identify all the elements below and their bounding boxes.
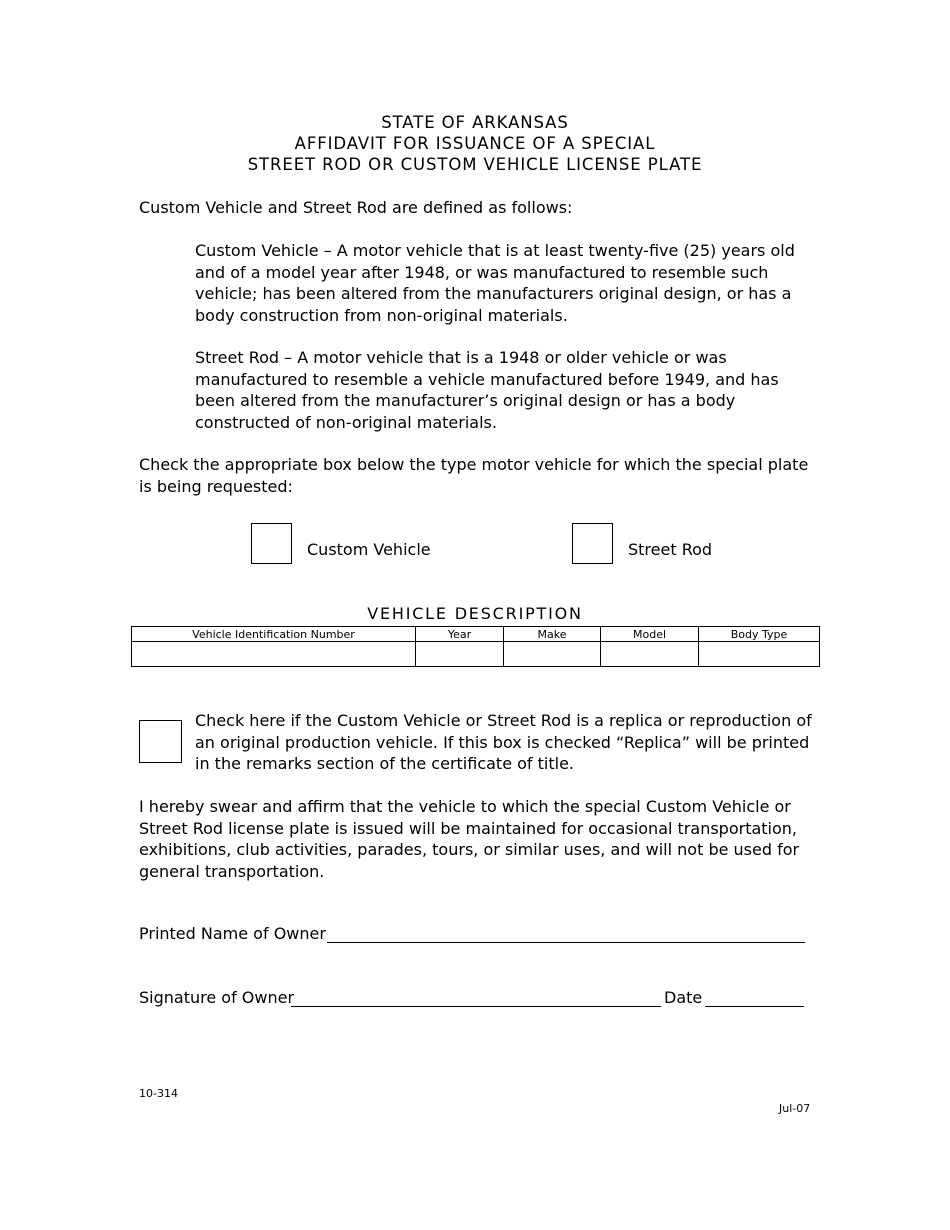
printed-name-label: Printed Name of Owner xyxy=(139,924,326,943)
date-label: Date xyxy=(664,988,703,1007)
table-header-row xyxy=(132,627,820,642)
body-type-cell xyxy=(699,642,820,667)
year-cell xyxy=(416,642,504,667)
column-model: Model xyxy=(601,627,699,642)
street-rod-checkbox[interactable] xyxy=(572,523,613,564)
replica-text: Check here if the Custom Vehicle or Street Rod is a replica or reproduction of an original production vehicle. If this box is checked “Replica” will be printed in the remarks section of the certificate of title. xyxy=(195,711,812,773)
vin-input[interactable] xyxy=(132,642,415,666)
header-affidavit: AFFIDAVIT FOR ISSUANCE OF A SPECIAL xyxy=(294,134,656,153)
form-number: 10-314 xyxy=(139,1087,178,1100)
date-field[interactable] xyxy=(705,1006,804,1007)
vehicle-description-title: VEHICLE DESCRIPTION xyxy=(367,604,583,623)
signature-label: Signature of Owner xyxy=(139,988,295,1007)
custom-vehicle-label: Custom Vehicle xyxy=(307,540,431,559)
vin-cell xyxy=(132,642,416,667)
header-state: STATE OF ARKANSAS xyxy=(381,113,569,132)
year-input[interactable] xyxy=(416,642,503,666)
column-vin: Vehicle Identification Number xyxy=(132,627,416,642)
table-row xyxy=(132,642,820,667)
printed-name-field[interactable] xyxy=(327,942,805,943)
header-plate: STREET ROD OR CUSTOM VEHICLE LICENSE PLATE xyxy=(247,155,703,174)
revision-date: Jul-07 xyxy=(779,1102,811,1115)
make-cell xyxy=(504,642,601,667)
selection-instruction: Check the appropriate box below the type motor vehicle for which the special plate is being requested: xyxy=(139,455,809,496)
make-input[interactable] xyxy=(504,642,600,666)
street-rod-label: Street Rod xyxy=(628,540,713,559)
column-year: Year xyxy=(416,627,504,642)
body-type-input[interactable] xyxy=(699,642,819,666)
street-rod-definition: Street Rod – A motor vehicle that is a 1948 or older vehicle or was manufactured to resemble a vehicle manufactured before 1949, and has been altered from the manufacturer’s original design or has a body constructed of non-original materials. xyxy=(195,348,779,432)
custom-vehicle-definition: Custom Vehicle – A motor vehicle that is at least twenty-five (25) years old and of a model year after 1948, or was manufactured to resemble such vehicle; has been altered from the manufacturers original design, or has a body construction from non-original materials. xyxy=(195,241,795,325)
model-input[interactable] xyxy=(601,642,698,666)
model-cell xyxy=(601,642,699,667)
signature-field[interactable] xyxy=(291,1006,661,1007)
column-body-type: Body Type xyxy=(699,627,820,642)
replica-checkbox[interactable] xyxy=(139,720,182,763)
custom-vehicle-checkbox[interactable] xyxy=(251,523,292,564)
definitions-intro: Custom Vehicle and Street Rod are defined as follows: xyxy=(139,198,573,217)
vehicle-description-table xyxy=(131,626,820,667)
affirmation-text: I hereby swear and affirm that the vehicle to which the special Custom Vehicle or Street Rod license plate is issued will be maintained for occasional transportation, exhibitions, club activities, parades, tours, or similar uses, and will not be used for general transportation. xyxy=(139,797,800,881)
column-make: Make xyxy=(504,627,601,642)
